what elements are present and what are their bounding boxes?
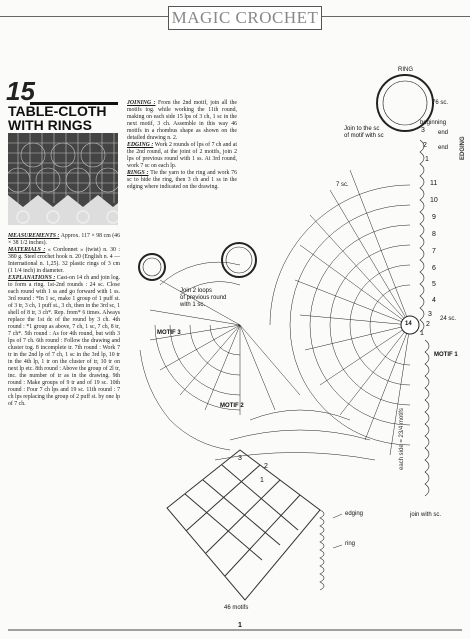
ring-motif3 <box>222 243 256 277</box>
label-46-motifs: 46 motifs <box>224 605 249 611</box>
joining-text: From the 2nd motif, join all the motifs tog. while working the 11th round, making on each side 15 lps of 3 ch, 1 sc in the next motif, 3 ch. Assemble in this way 46 motifs in a rhombus shape as shown on the detailed drawing n. 2. <box>127 100 237 141</box>
explanations-heading: EXPLANATIONS : <box>8 275 56 281</box>
row-label: 10 <box>430 197 438 204</box>
label-join-sc: Join to the sc <box>344 126 380 132</box>
row-label: 9 <box>432 214 436 221</box>
label-join-2: Join 2 loops <box>180 288 213 294</box>
title-line-2: WITH RINGS <box>8 117 92 133</box>
motif3-fan <box>150 262 300 415</box>
row-label: 11 <box>430 180 438 187</box>
label-of-motif: of motif with sc <box>344 133 384 139</box>
motif2-fan <box>140 350 375 460</box>
label-edging: edging <box>345 511 364 517</box>
label-7sc: 7 sc. <box>336 182 349 188</box>
row-label: 4 <box>432 297 436 304</box>
row-label: 6 <box>432 265 436 272</box>
joining-heading: JOINING : <box>127 100 156 106</box>
label-center: 14 <box>405 321 412 327</box>
row-label: 3 <box>428 311 432 318</box>
row-label: 1 <box>420 330 424 337</box>
grid-label: 3 <box>238 455 242 462</box>
row-label: 2 <box>426 321 430 328</box>
row-label: 7 <box>432 248 436 255</box>
pattern-number: 15 <box>6 76 35 106</box>
label-ring: RING <box>398 67 413 73</box>
materials-heading: MATERIALS : <box>8 247 46 253</box>
edge-loops <box>420 140 429 496</box>
rings-heading: RINGS : <box>127 170 149 176</box>
grid-label: 2 <box>264 463 268 470</box>
row-label: 2 <box>423 142 427 149</box>
label-motif1: MOTIF 1 <box>434 352 458 358</box>
label-end-2: end <box>438 145 449 151</box>
label-with-1ss: with 1 sc. <box>180 302 206 308</box>
label-beginning: beginning <box>420 120 447 126</box>
row-label: 1 <box>425 156 429 163</box>
label-motif3: MOTIF 3 <box>157 330 181 336</box>
label-motif2: MOTIF 2 <box>220 403 244 409</box>
grid-label: 1 <box>260 477 264 484</box>
row-label: 8 <box>432 231 436 238</box>
title-line-1: TABLE-CLOTH <box>8 103 107 119</box>
page-number: 1 <box>238 622 242 629</box>
measurements-heading: MEASUREMENTS : <box>8 233 60 239</box>
row-label: 5 <box>432 281 436 288</box>
label-join-with-sc: join with sc. <box>410 512 442 518</box>
label-end-1: end <box>438 130 449 136</box>
rings-text: Tie the yarn to the ring and work 76 sc to hide the ring, then 3 ch and 1 ss in the edging where indicated on the drawing. <box>127 170 237 190</box>
edging-heading: EDGING : <box>127 142 154 148</box>
row-label: 3 <box>421 127 425 134</box>
label-edging-side: EDGING <box>460 136 466 160</box>
explanations-text: Cast-on 14 ch and join log. to form a ring. 1st-2nd rounds : 24 sc. Close each round with 1 ss and go forward with 1 ss. 3rd round : *In 1 sc, make 1 group of 1 puff st. of 3 tr, 3 ch, 1 puff st., 3 ch, then in the 3rd sc, 1 shell of 8 tr, 3 ch*. Rep. from* 6 times. Always replace the 1st dc of the round by 3 ch. 4th round : *1 group as above, 7 ch, 1 sc, 7 ch, 8 tr, 7 ch*. 5th round : As for 4th round, but with 3 lps of 7 ch. 6th round : Follow the drawing and cluster tog. 8 incomplete tr. 7th round : Work 7 tr in the 2nd lp of 7 ch, 1 sc in the 3rd lp, 10 tr in the 4th lp, 1 tr on the cluster of tr, 10 tr on next lp etc. 8th round : Above the group of 2l tr, inc. the number of tr as in the drawing. 9th round : Make groups of 9 tr and of 19 sc. 10th round : Four 7 ch lps and 19 sc. 11th round : 7 ch lps replacing the group of 2 puff st. by one lp of 7 ch. <box>8 275 121 407</box>
label-each-side: each side = 23/4 motifs <box>399 408 405 470</box>
label-of-prev: of previous round <box>180 295 227 301</box>
label-24sc: 24 sc. <box>440 316 457 322</box>
rhombus-grid <box>167 450 324 600</box>
magazine-header: MAGIC CROCHET <box>168 6 322 30</box>
materials-text: « Cordonnet » (twist) n. 30 : 380 g. Steel crochet hook n. 20 (English n. 4 — International n. 1,25). 32 plastic rings of 3 cm (1 1/4 inch) in diameter. <box>8 247 120 274</box>
label-76sc: 76 sc. <box>432 100 449 106</box>
label-ring-small: ring <box>345 541 356 547</box>
motif1-fan <box>270 170 410 455</box>
edging-text: Work 2 rounds of lps of 7 ch and at the 2nd round, at the joint of 2 motifs, join 2 lps of previous round with 1 ss. At 3rd round, work 7 sc on each lp. <box>127 142 237 169</box>
measurements-text: Approx. 117 × 98 cm (46 × 38 1/2 inches). <box>8 233 120 246</box>
